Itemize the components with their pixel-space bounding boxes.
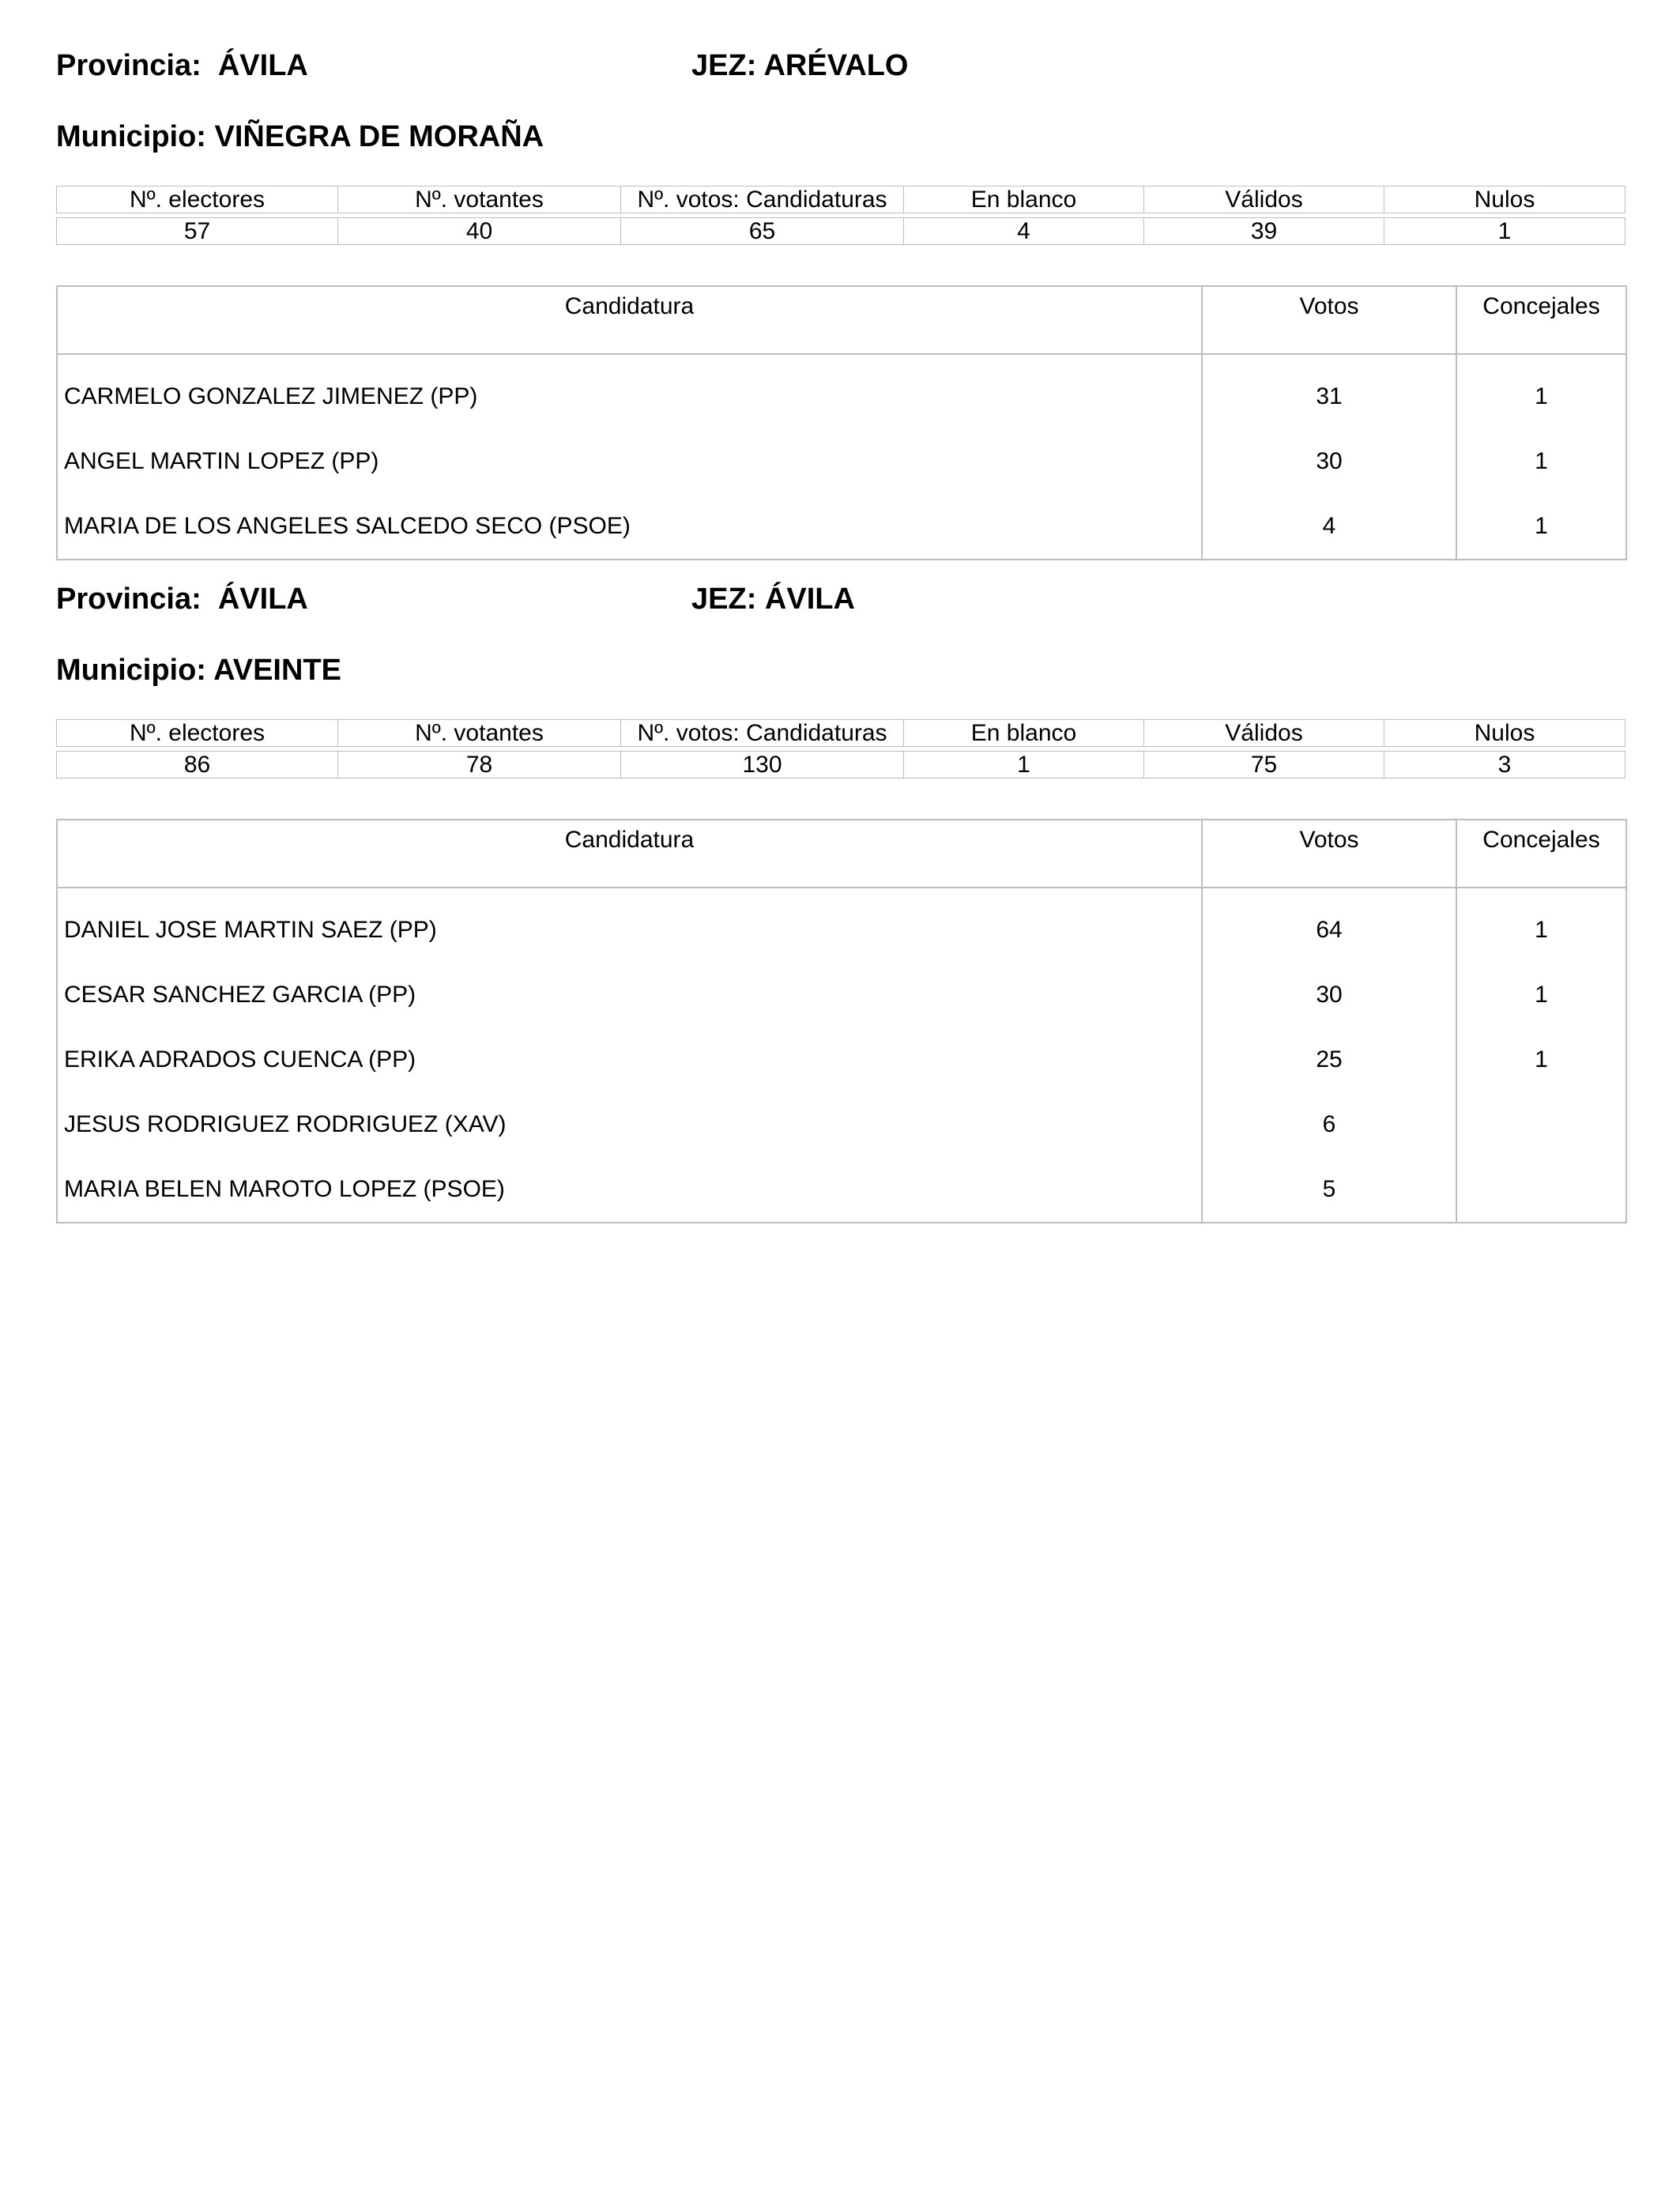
summary-table xyxy=(56,182,1625,249)
candidate-name: MARIA DE LOS ANGELES SALCEDO SECO (PSOE) xyxy=(57,494,1202,560)
candidate-name: ERIKA ADRADOS CUENCA (PP) xyxy=(57,1027,1202,1092)
candidate-row xyxy=(57,1027,1626,1092)
summary-header-cell: Nº. votos: Candidaturas xyxy=(621,186,904,213)
candidatura-header: Candidatura xyxy=(57,820,1202,888)
summary-header-cell: En blanco xyxy=(904,186,1144,213)
summary-value-cell: 4 xyxy=(904,217,1144,245)
candidate-votos: 30 xyxy=(1202,429,1456,494)
candidates-header-row xyxy=(57,820,1626,888)
jez-label: JEZ: ÁVILA xyxy=(691,582,855,616)
candidate-concejales xyxy=(1456,1157,1626,1223)
candidates-table xyxy=(56,285,1627,560)
summary-value-cell: 75 xyxy=(1144,751,1384,778)
summary-value-cell: 57 xyxy=(56,217,338,245)
concejales-header: Concejales xyxy=(1456,820,1626,888)
summary-value-cell: 130 xyxy=(621,751,904,778)
summary-header-cell: Válidos xyxy=(1144,186,1384,213)
summary-value-cell: 78 xyxy=(338,751,621,778)
summary-header-cell: Nº. electores xyxy=(56,719,338,747)
summary-table xyxy=(56,715,1625,782)
candidate-name: JESUS RODRIGUEZ RODRIGUEZ (XAV) xyxy=(57,1092,1202,1157)
summary-value-row xyxy=(56,217,1625,245)
candidate-votos: 6 xyxy=(1202,1092,1456,1157)
candidate-concejales: 1 xyxy=(1456,429,1626,494)
provincia-label: Provincia: ÁVILA xyxy=(56,49,308,82)
candidate-name: CARMELO GONZALEZ JIMENEZ (PP) xyxy=(57,354,1202,429)
jez-label: JEZ: ARÉVALO xyxy=(691,49,909,82)
candidate-concejales: 1 xyxy=(1456,888,1626,963)
candidate-name: CESAR SANCHEZ GARCIA (PP) xyxy=(57,963,1202,1027)
summary-header-cell: Nº. votos: Candidaturas xyxy=(621,719,904,747)
summary-header-cell: Nulos xyxy=(1384,186,1625,213)
candidates-table xyxy=(56,819,1627,1223)
summary-header-cell: Nº. votantes xyxy=(338,186,621,213)
candidate-votos: 5 xyxy=(1202,1157,1456,1223)
candidate-row xyxy=(57,888,1626,963)
candidate-votos: 30 xyxy=(1202,963,1456,1027)
candidate-votos: 25 xyxy=(1202,1027,1456,1092)
summary-header-cell: Nulos xyxy=(1384,719,1625,747)
municipio-label: Municipio: VIÑEGRA DE MORAÑA xyxy=(56,120,544,153)
candidate-row xyxy=(57,1092,1626,1157)
provincia-label: Provincia: ÁVILA xyxy=(56,582,308,616)
candidate-row xyxy=(57,1157,1626,1223)
summary-header-cell: Nº. votantes xyxy=(338,719,621,747)
summary-header-cell: Nº. electores xyxy=(56,186,338,213)
summary-header-cell: Válidos xyxy=(1144,719,1384,747)
candidate-concejales xyxy=(1456,1092,1626,1157)
candidate-votos: 31 xyxy=(1202,354,1456,429)
summary-value-cell: 3 xyxy=(1384,751,1625,778)
votos-header: Votos xyxy=(1202,286,1456,354)
summary-header-row xyxy=(56,719,1625,747)
candidate-row xyxy=(57,354,1626,429)
summary-value-cell: 1 xyxy=(1384,217,1625,245)
candidate-concejales: 1 xyxy=(1456,1027,1626,1092)
summary-value-cell: 86 xyxy=(56,751,338,778)
candidate-row xyxy=(57,963,1626,1027)
candidatura-header: Candidatura xyxy=(57,286,1202,354)
summary-value-cell: 1 xyxy=(904,751,1144,778)
votos-header: Votos xyxy=(1202,820,1456,888)
candidate-concejales: 1 xyxy=(1456,494,1626,560)
summary-value-cell: 65 xyxy=(621,217,904,245)
candidate-votos: 4 xyxy=(1202,494,1456,560)
candidate-row xyxy=(57,494,1626,560)
summary-header-cell: En blanco xyxy=(904,719,1144,747)
candidate-name: MARIA BELEN MAROTO LOPEZ (PSOE) xyxy=(57,1157,1202,1223)
summary-value-cell: 40 xyxy=(338,217,621,245)
summary-header-row xyxy=(56,186,1625,213)
candidate-votos: 64 xyxy=(1202,888,1456,963)
summary-value-cell: 39 xyxy=(1144,217,1384,245)
candidate-name: ANGEL MARTIN LOPEZ (PP) xyxy=(57,429,1202,494)
summary-value-row xyxy=(56,751,1625,778)
candidate-name: DANIEL JOSE MARTIN SAEZ (PP) xyxy=(57,888,1202,963)
municipio-label: Municipio: AVEINTE xyxy=(56,654,341,687)
candidates-header-row xyxy=(57,286,1626,354)
candidate-concejales: 1 xyxy=(1456,963,1626,1027)
candidate-concejales: 1 xyxy=(1456,354,1626,429)
candidate-row xyxy=(57,429,1626,494)
concejales-header: Concejales xyxy=(1456,286,1626,354)
